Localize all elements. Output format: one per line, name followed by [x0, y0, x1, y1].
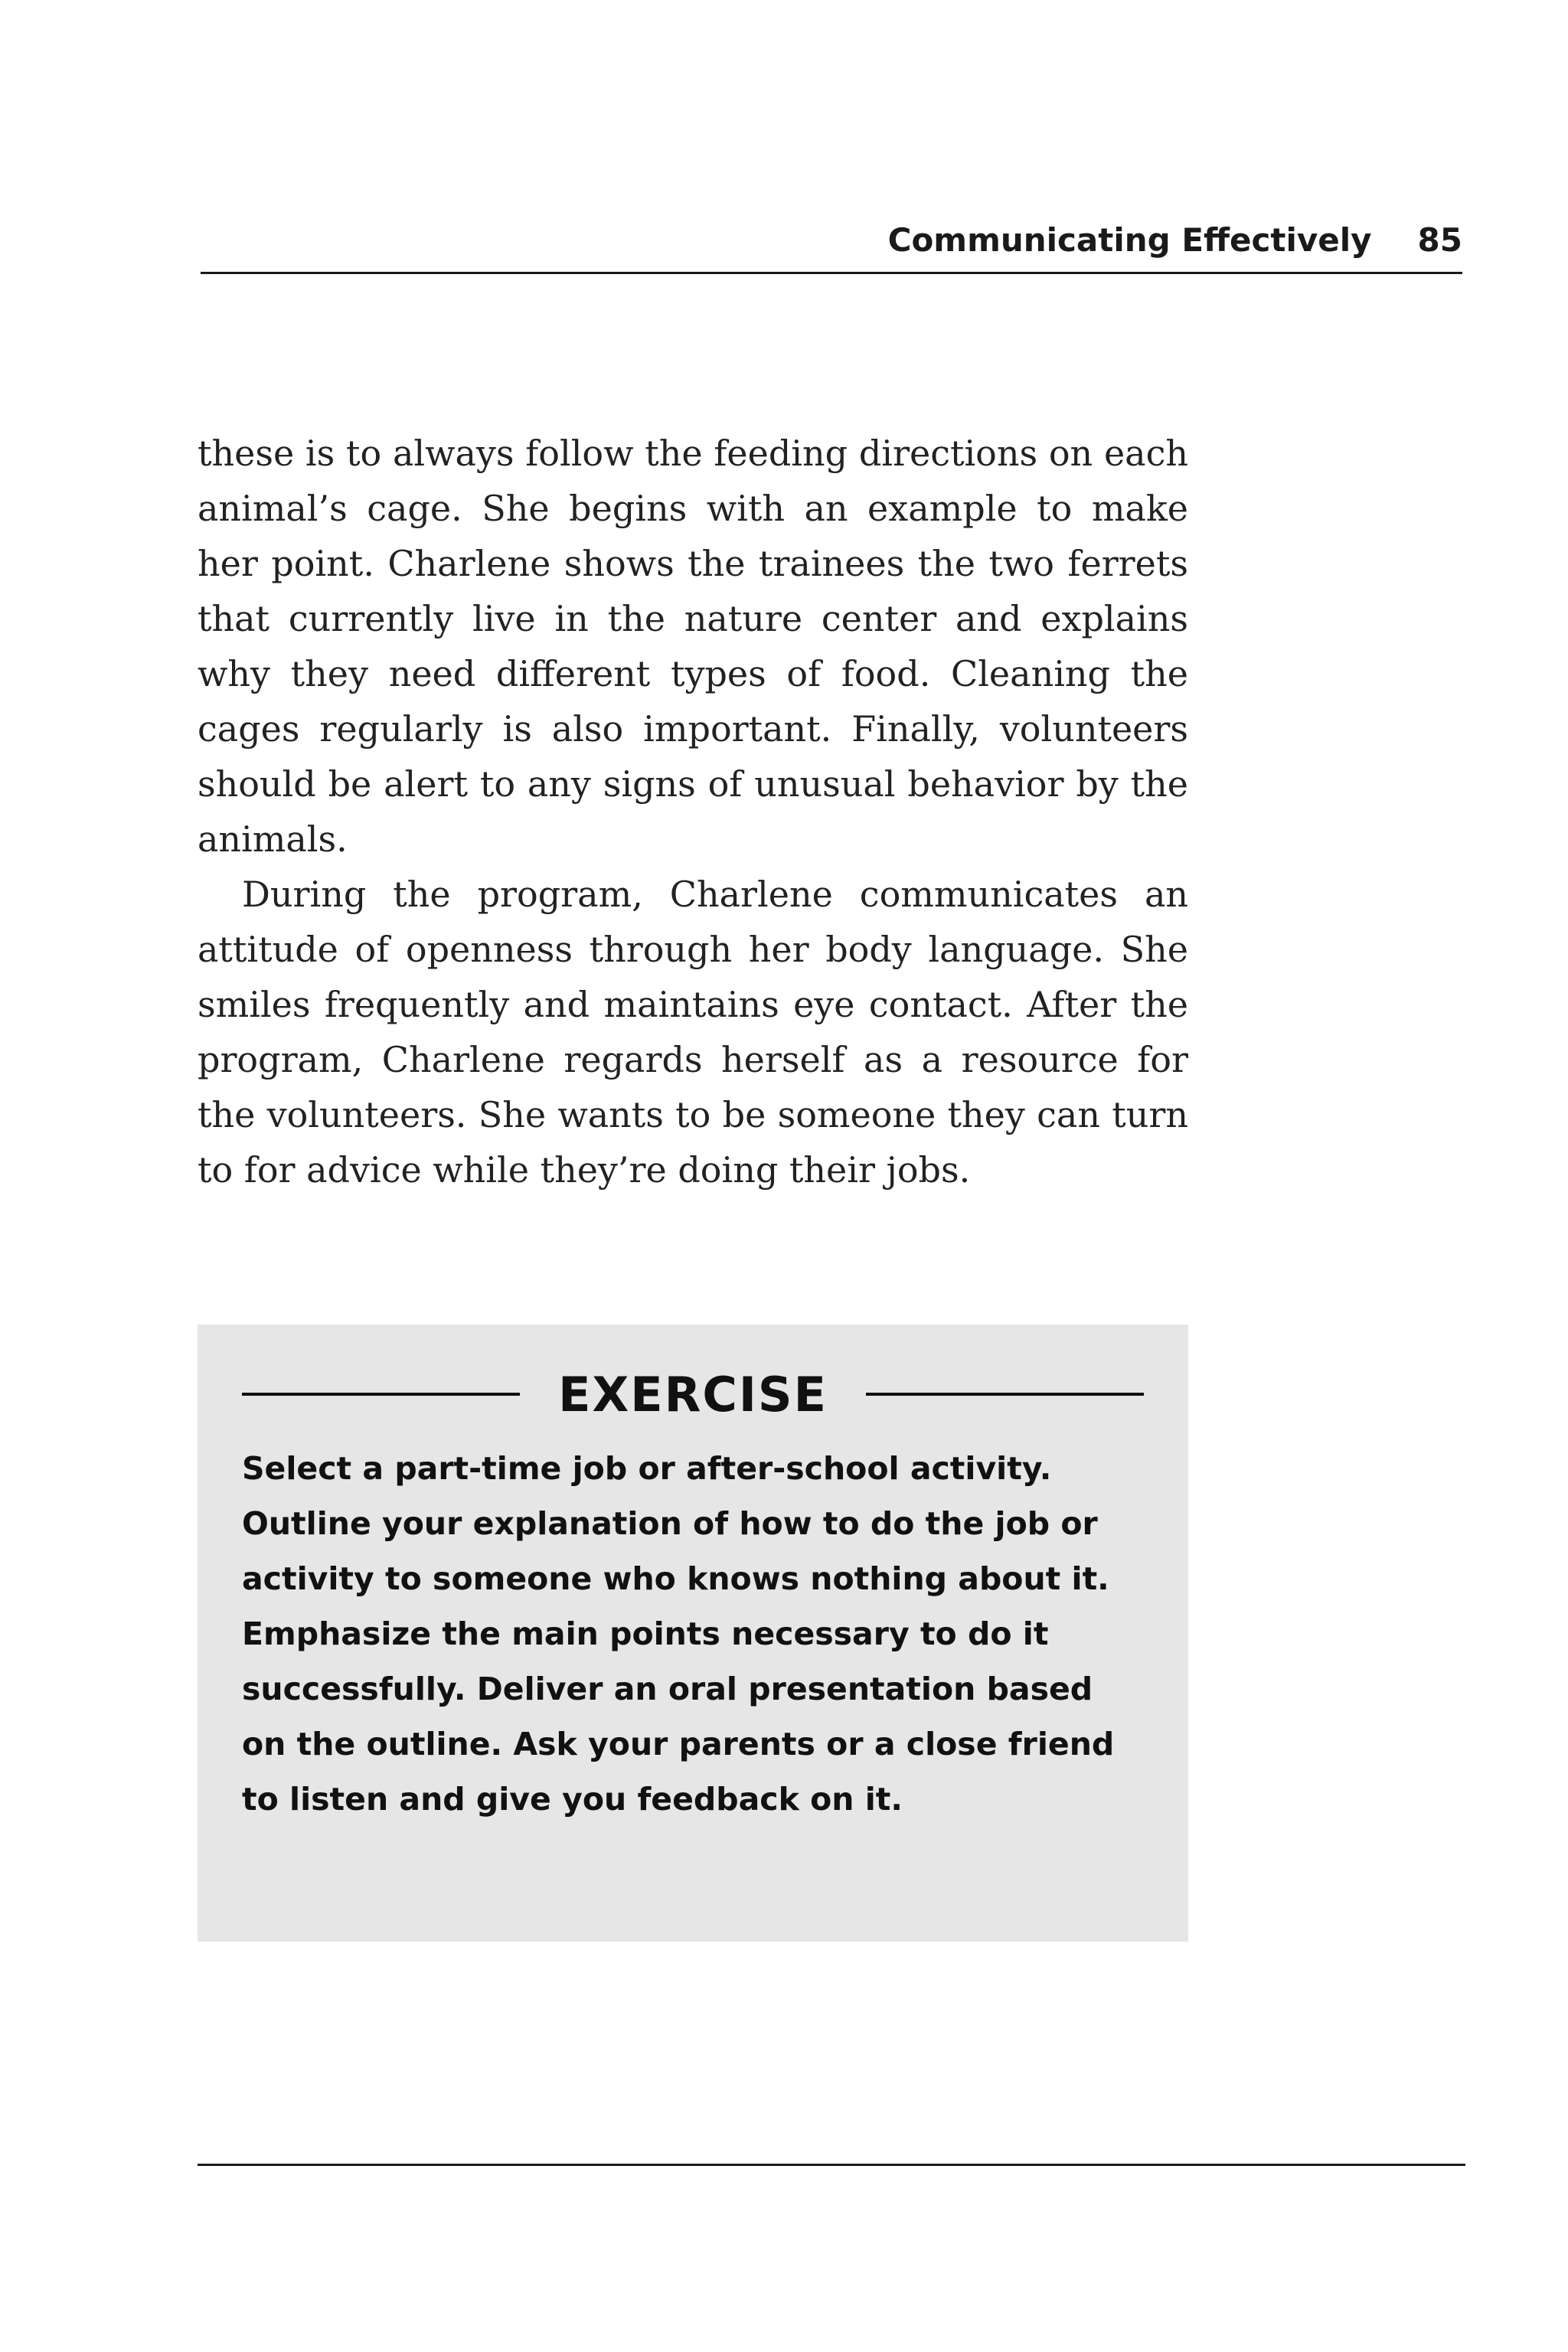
page-number: 85	[1417, 221, 1462, 259]
running-head	[201, 205, 1462, 274]
exercise-box	[198, 1325, 1188, 1942]
exercise-title: EXERCISE	[558, 1366, 828, 1423]
footer-rule	[198, 2164, 1465, 2166]
exercise-heading-rule-left	[242, 1393, 520, 1396]
running-head-title: Communicating Effectively	[887, 221, 1372, 259]
exercise-heading	[242, 1360, 1144, 1429]
body-paragraph: these is to always follow the feeding directions on each animal’s cage. She begins with an example to make her point. Charlene shows the trainees the two ferrets that currently live in the nature center and explains why they need different types of food. Cleaning the cages regularly is also important. Finally, volunteers should be alert to any signs of unusual behavior by the animals.	[198, 433, 1188, 860]
body-paragraph: During the program, Charlene communicates an attitude of openness through her body language. She smiles frequently and maintains eye contact. After the program, Charlene regards herself as a resource for the volunteers. She wants to be someone they can turn to for advice while they’re doing their jobs.	[198, 874, 1188, 1191]
exercise-text: Select a part-time job or after-school activity. Outline your explanation of how to do the job or activity to someone who knows nothing about it. Emphasize the main points necessary to do it successfully. Deliver an oral presentation based on the outline. Ask your parents or a close friend to listen and give you feedback on it.	[242, 1450, 1115, 1818]
body-text	[198, 426, 1188, 1197]
exercise-heading-rule-right	[866, 1393, 1144, 1396]
